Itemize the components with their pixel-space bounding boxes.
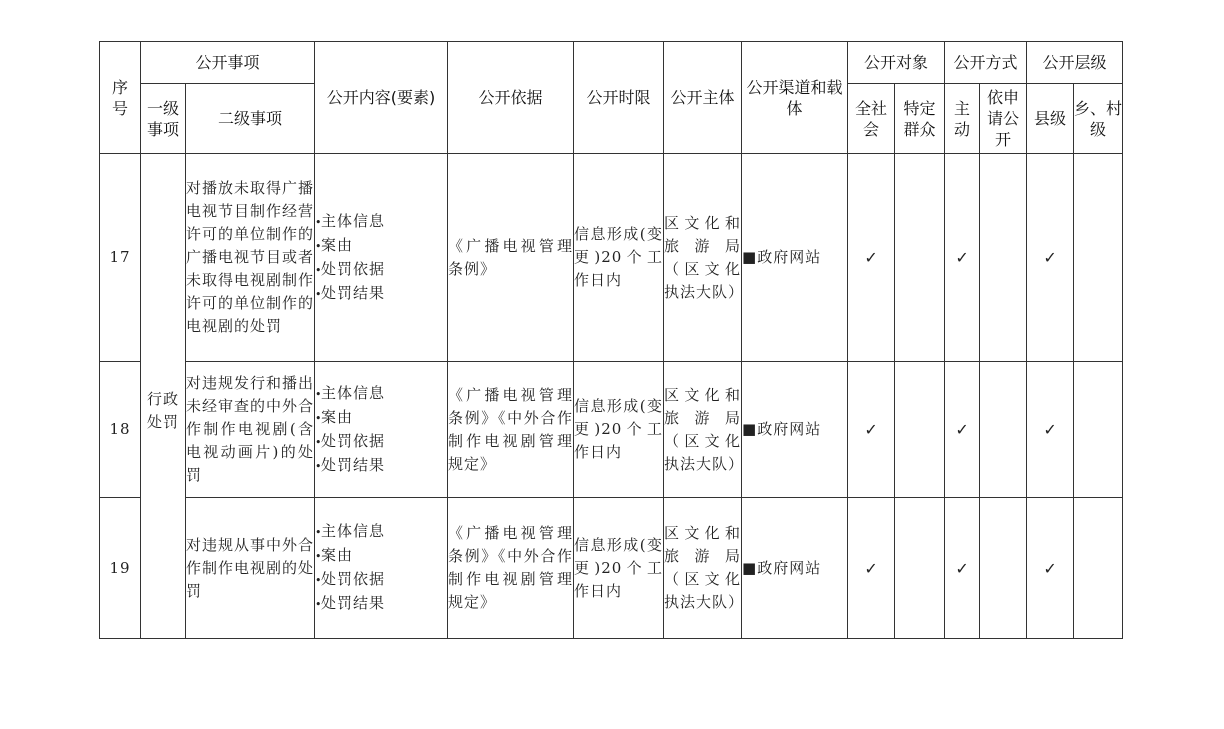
content-item — [315, 454, 447, 478]
square-icon: ■ — [742, 558, 758, 577]
header-channel — [742, 42, 848, 154]
bullet-icon: • — [315, 263, 323, 277]
check-all: ✓ — [848, 154, 895, 362]
content-item-label: 主体信息 — [321, 522, 386, 540]
content-item — [315, 282, 447, 306]
header-level1-label: 一级事项 — [146, 98, 179, 139]
content-item-label: 主体信息 — [321, 211, 386, 230]
content-item-label: 处罚结果 — [321, 455, 386, 474]
content-item — [315, 210, 447, 234]
bullet-icon: • — [315, 239, 323, 253]
bullet-icon: • — [315, 598, 323, 611]
content-item — [315, 592, 447, 616]
header-basis: 公开依据 — [448, 42, 574, 154]
header-target-all — [848, 84, 895, 154]
bullet-icon: • — [315, 215, 323, 229]
row-contents — [315, 362, 448, 498]
header-target: 公开对象 — [848, 42, 945, 84]
table-row — [100, 498, 1123, 639]
header-level-village-label: 乡、村级 — [1074, 98, 1123, 139]
row-seq: 18 — [100, 362, 141, 498]
row-time-limit: 信息形成(变更)20个工作日内 — [574, 498, 664, 639]
row-basis: 《广播电视管理条例》《中外合作制作电视剧管理规定》 — [448, 362, 574, 498]
check-specific — [895, 154, 945, 362]
header-subject: 公开主体 — [664, 42, 742, 154]
square-icon: ■ — [742, 248, 758, 266]
check-county: ✓ — [1027, 154, 1074, 362]
content-item-label: 处罚结果 — [321, 283, 386, 302]
table-row — [100, 154, 1123, 362]
channel-label: 政府网站 — [757, 248, 822, 266]
category-label: 行政处罚 — [146, 390, 179, 431]
content-item — [315, 406, 447, 430]
header-method: 公开方式 — [945, 42, 1027, 84]
row-item: 对播放未取得广播电视节目制作经营许可的单位制作的广播电视节目或者未取得电视剧制作许可的单位制作的电视剧的处罚 — [186, 154, 315, 362]
content-item-label: 处罚依据 — [321, 431, 386, 450]
square-icon: ■ — [742, 420, 758, 438]
channel-label: 政府网站 — [757, 420, 822, 438]
bullet-icon: • — [315, 550, 323, 563]
row-subject: 区文化和旅游局（区文化执法大队） — [664, 154, 742, 362]
row-seq: 19 — [100, 498, 141, 639]
row-subject: 区文化和旅游局（区文化执法大队） — [664, 498, 742, 639]
row-channel — [742, 154, 848, 362]
header-method-request-label: 依申请公开 — [987, 88, 1020, 149]
header-method-request — [980, 84, 1027, 154]
bullet-icon: • — [315, 459, 323, 473]
check-active: ✓ — [945, 154, 980, 362]
header-seq-label: 序号 — [111, 77, 128, 118]
header-level1 — [141, 84, 186, 154]
content-item-label: 案由 — [321, 235, 354, 254]
row-seq: 17 — [100, 154, 141, 362]
content-item-label: 处罚依据 — [321, 570, 386, 588]
check-active: ✓ — [945, 362, 980, 498]
bullet-icon: • — [315, 387, 323, 401]
content-item-label: 案由 — [321, 407, 354, 426]
check-county: ✓ — [1027, 362, 1074, 498]
header-target-specific-label: 特定群众 — [903, 98, 936, 139]
content-item — [315, 520, 447, 544]
row-item: 对违规发行和播出未经审查的中外合作制作电视剧(含电视动画片)的处罚 — [186, 362, 315, 498]
header-public-items: 公开事项 — [141, 42, 315, 84]
check-specific — [895, 362, 945, 498]
row-time-limit: 信息形成(变更)20个工作日内 — [574, 154, 664, 362]
content-item-label: 案由 — [321, 546, 354, 564]
content-item — [315, 544, 447, 568]
check-county: ✓ — [1027, 498, 1074, 639]
check-village — [1074, 362, 1123, 498]
header-time-limit: 公开时限 — [574, 42, 664, 154]
row-item: 对违规从事中外合作制作电视剧的处罚 — [186, 498, 315, 639]
content-item — [315, 234, 447, 258]
content-item-label: 主体信息 — [321, 383, 386, 402]
row-contents — [315, 498, 448, 639]
header-level-county: 县级 — [1027, 84, 1074, 154]
bullet-icon: • — [315, 287, 323, 301]
row-channel — [742, 498, 848, 639]
check-village — [1074, 498, 1123, 639]
content-item — [315, 430, 447, 454]
header-content: 公开内容(要素) — [315, 42, 448, 154]
check-village — [1074, 154, 1123, 362]
header-target-all-label: 全社会 — [855, 98, 888, 139]
header-method-active-label: 主动 — [954, 98, 971, 139]
check-request — [980, 362, 1027, 498]
check-request — [980, 154, 1027, 362]
disclosure-table — [99, 41, 1123, 639]
check-active: ✓ — [945, 498, 980, 639]
row-subject: 区文化和旅游局（区文化执法大队） — [664, 362, 742, 498]
content-item-label: 处罚依据 — [321, 259, 386, 278]
row-time-limit: 信息形成(变更)20个工作日内 — [574, 362, 664, 498]
bullet-icon: • — [315, 411, 323, 425]
content-item — [315, 568, 447, 592]
content-item — [315, 382, 447, 406]
bullet-icon: • — [315, 526, 323, 539]
header-method-active — [945, 84, 980, 154]
channel-label: 政府网站 — [757, 558, 822, 577]
row-basis: 《广播电视管理条例》 — [448, 154, 574, 362]
header-level: 公开层级 — [1027, 42, 1123, 84]
header-seq — [100, 42, 141, 154]
check-all: ✓ — [848, 362, 895, 498]
header-level-village — [1074, 84, 1123, 154]
header-level2: 二级事项 — [186, 84, 315, 154]
bullet-icon: • — [315, 435, 323, 449]
header-channel-label: 公开渠道和载体 — [746, 77, 843, 118]
category-cell — [141, 154, 186, 639]
bullet-icon: • — [315, 574, 323, 587]
row-contents — [315, 154, 448, 362]
row-basis: 《广播电视管理条例》《中外合作制作电视剧管理规定》 — [448, 498, 574, 639]
check-all: ✓ — [848, 498, 895, 639]
table-row — [100, 362, 1123, 498]
header-target-specific — [895, 84, 945, 154]
check-specific — [895, 498, 945, 639]
row-channel — [742, 362, 848, 498]
content-item-label: 处罚结果 — [321, 594, 386, 612]
content-item — [315, 258, 447, 282]
check-request — [980, 498, 1027, 639]
